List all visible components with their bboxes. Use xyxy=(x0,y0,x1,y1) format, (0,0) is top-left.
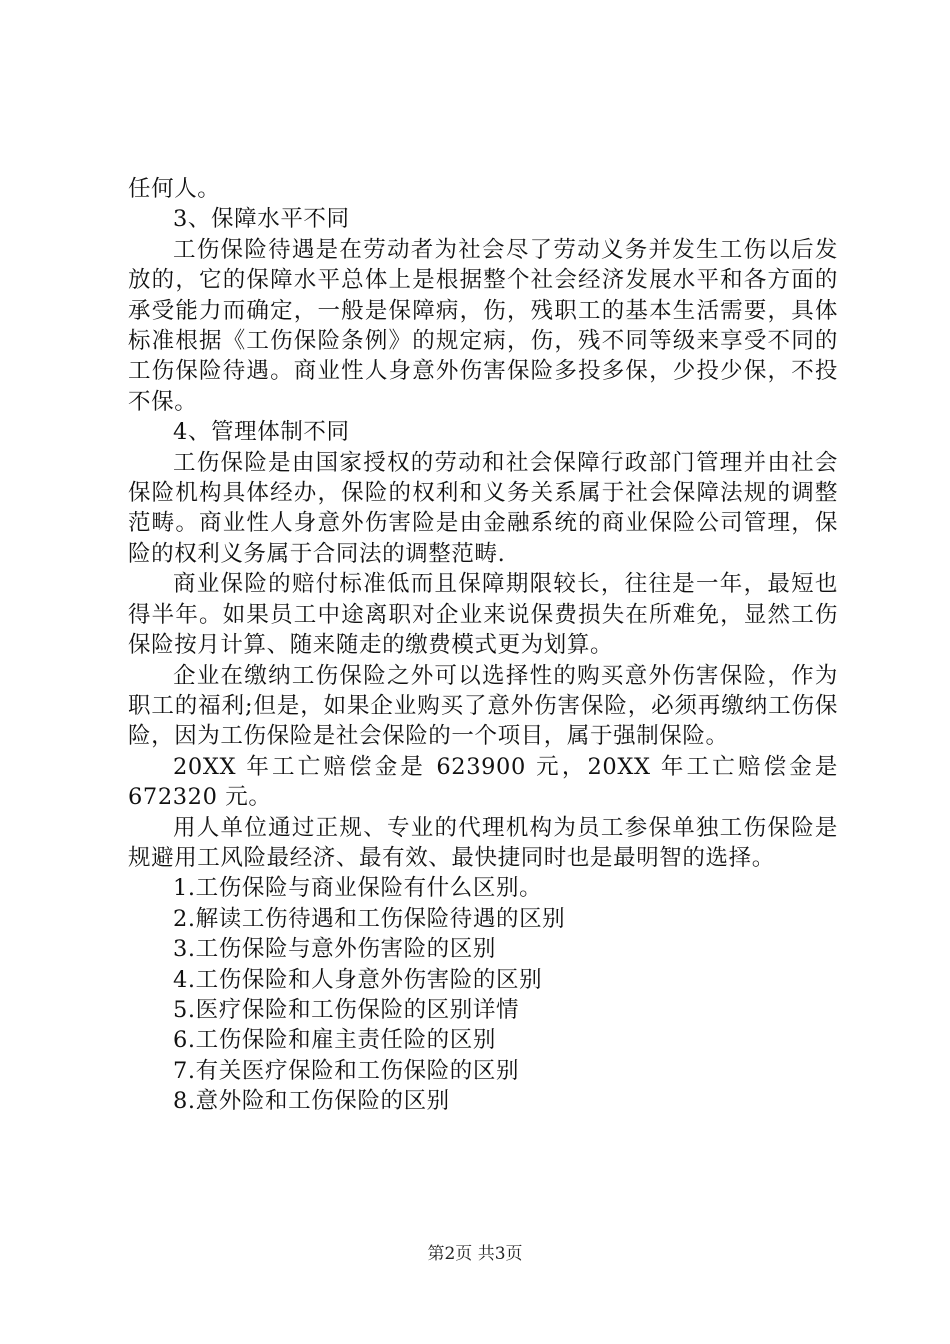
list-item: 5.医疗保险和工伤保险的区别详情 xyxy=(173,996,520,1023)
section-heading-4: 4、管理体制不同 xyxy=(173,419,350,446)
related-articles-list xyxy=(128,873,838,1116)
page-footer: 第2页 共3页 xyxy=(427,1244,523,1264)
paragraph-death-compensation: 20XX 年工亡赔偿金是 623900 元，20XX 年工亡赔偿金是 672320 元。 xyxy=(128,753,838,811)
list-item: 7.有关医疗保险和工伤保险的区别 xyxy=(173,1057,520,1084)
list-item: 6.工伤保险和雇主责任险的区别 xyxy=(173,1027,496,1054)
paragraph-protection-level: 工伤保险待遇是在劳动者为社会尽了劳动义务并发生工伤以后发放的，它的保障水平总体上是根据整个社会经济发展水平和各方面的承受能力而确定，一般是保障病，伤，残职工的基本生活需要，具体标准根据《工伤保险条例》的规定病，伤，残不同等级来享受不同的工伤保险待遇。商业性人身意外伤害保险多投多保，少投少保，不投不保。 xyxy=(128,236,838,415)
list-item: 8.意外险和工伤保险的区别 xyxy=(173,1088,450,1115)
section-heading-3: 3、保障水平不同 xyxy=(173,206,350,233)
paragraph-continuation: 任何人。 xyxy=(128,176,221,202)
list-item: 1.工伤保险与商业保险有什么区别。 xyxy=(173,875,543,902)
document-body xyxy=(128,174,838,1117)
list-item: 2.解读工伤待遇和工伤保险待遇的区别 xyxy=(173,905,566,932)
paragraph-commercial-insurance: 商业保险的赔付标准低而且保障期限较长，往往是一年，最短也得半年。如果员工中途离职对企业来说保费损失在所难免，显然工伤保险按月计算、随来随走的缴费模式更为划算。 xyxy=(128,571,838,659)
paragraph-accident-insurance: 企业在缴纳工伤保险之外可以选择性的购买意外伤害保险，作为职工的福利;但是，如果企业购买了意外伤害保险，必须再缴纳工伤保险，因为工伤保险是社会保险的一个项目，属于强制保险。 xyxy=(128,662,838,750)
paragraph-employer-choice: 用人单位通过正规、专业的代理机构为员工参保单独工伤保险是规避用工风险最经济、最有效、最快捷同时也是最明智的选择。 xyxy=(128,814,838,871)
list-item: 3.工伤保险与意外伤害险的区别 xyxy=(173,936,496,963)
paragraph-management-system: 工伤保险是由国家授权的劳动和社会保障行政部门管理并由社会保险机构具体经办，保险的权利和义务关系属于社会保障法规的调整范畴。商业性人身意外伤害险是由金融系统的商业保险公司管理，保险的权利义务属于合同法的调整范畴. xyxy=(128,449,838,567)
list-item: 4.工伤保险和人身意外伤害险的区别 xyxy=(173,966,543,993)
